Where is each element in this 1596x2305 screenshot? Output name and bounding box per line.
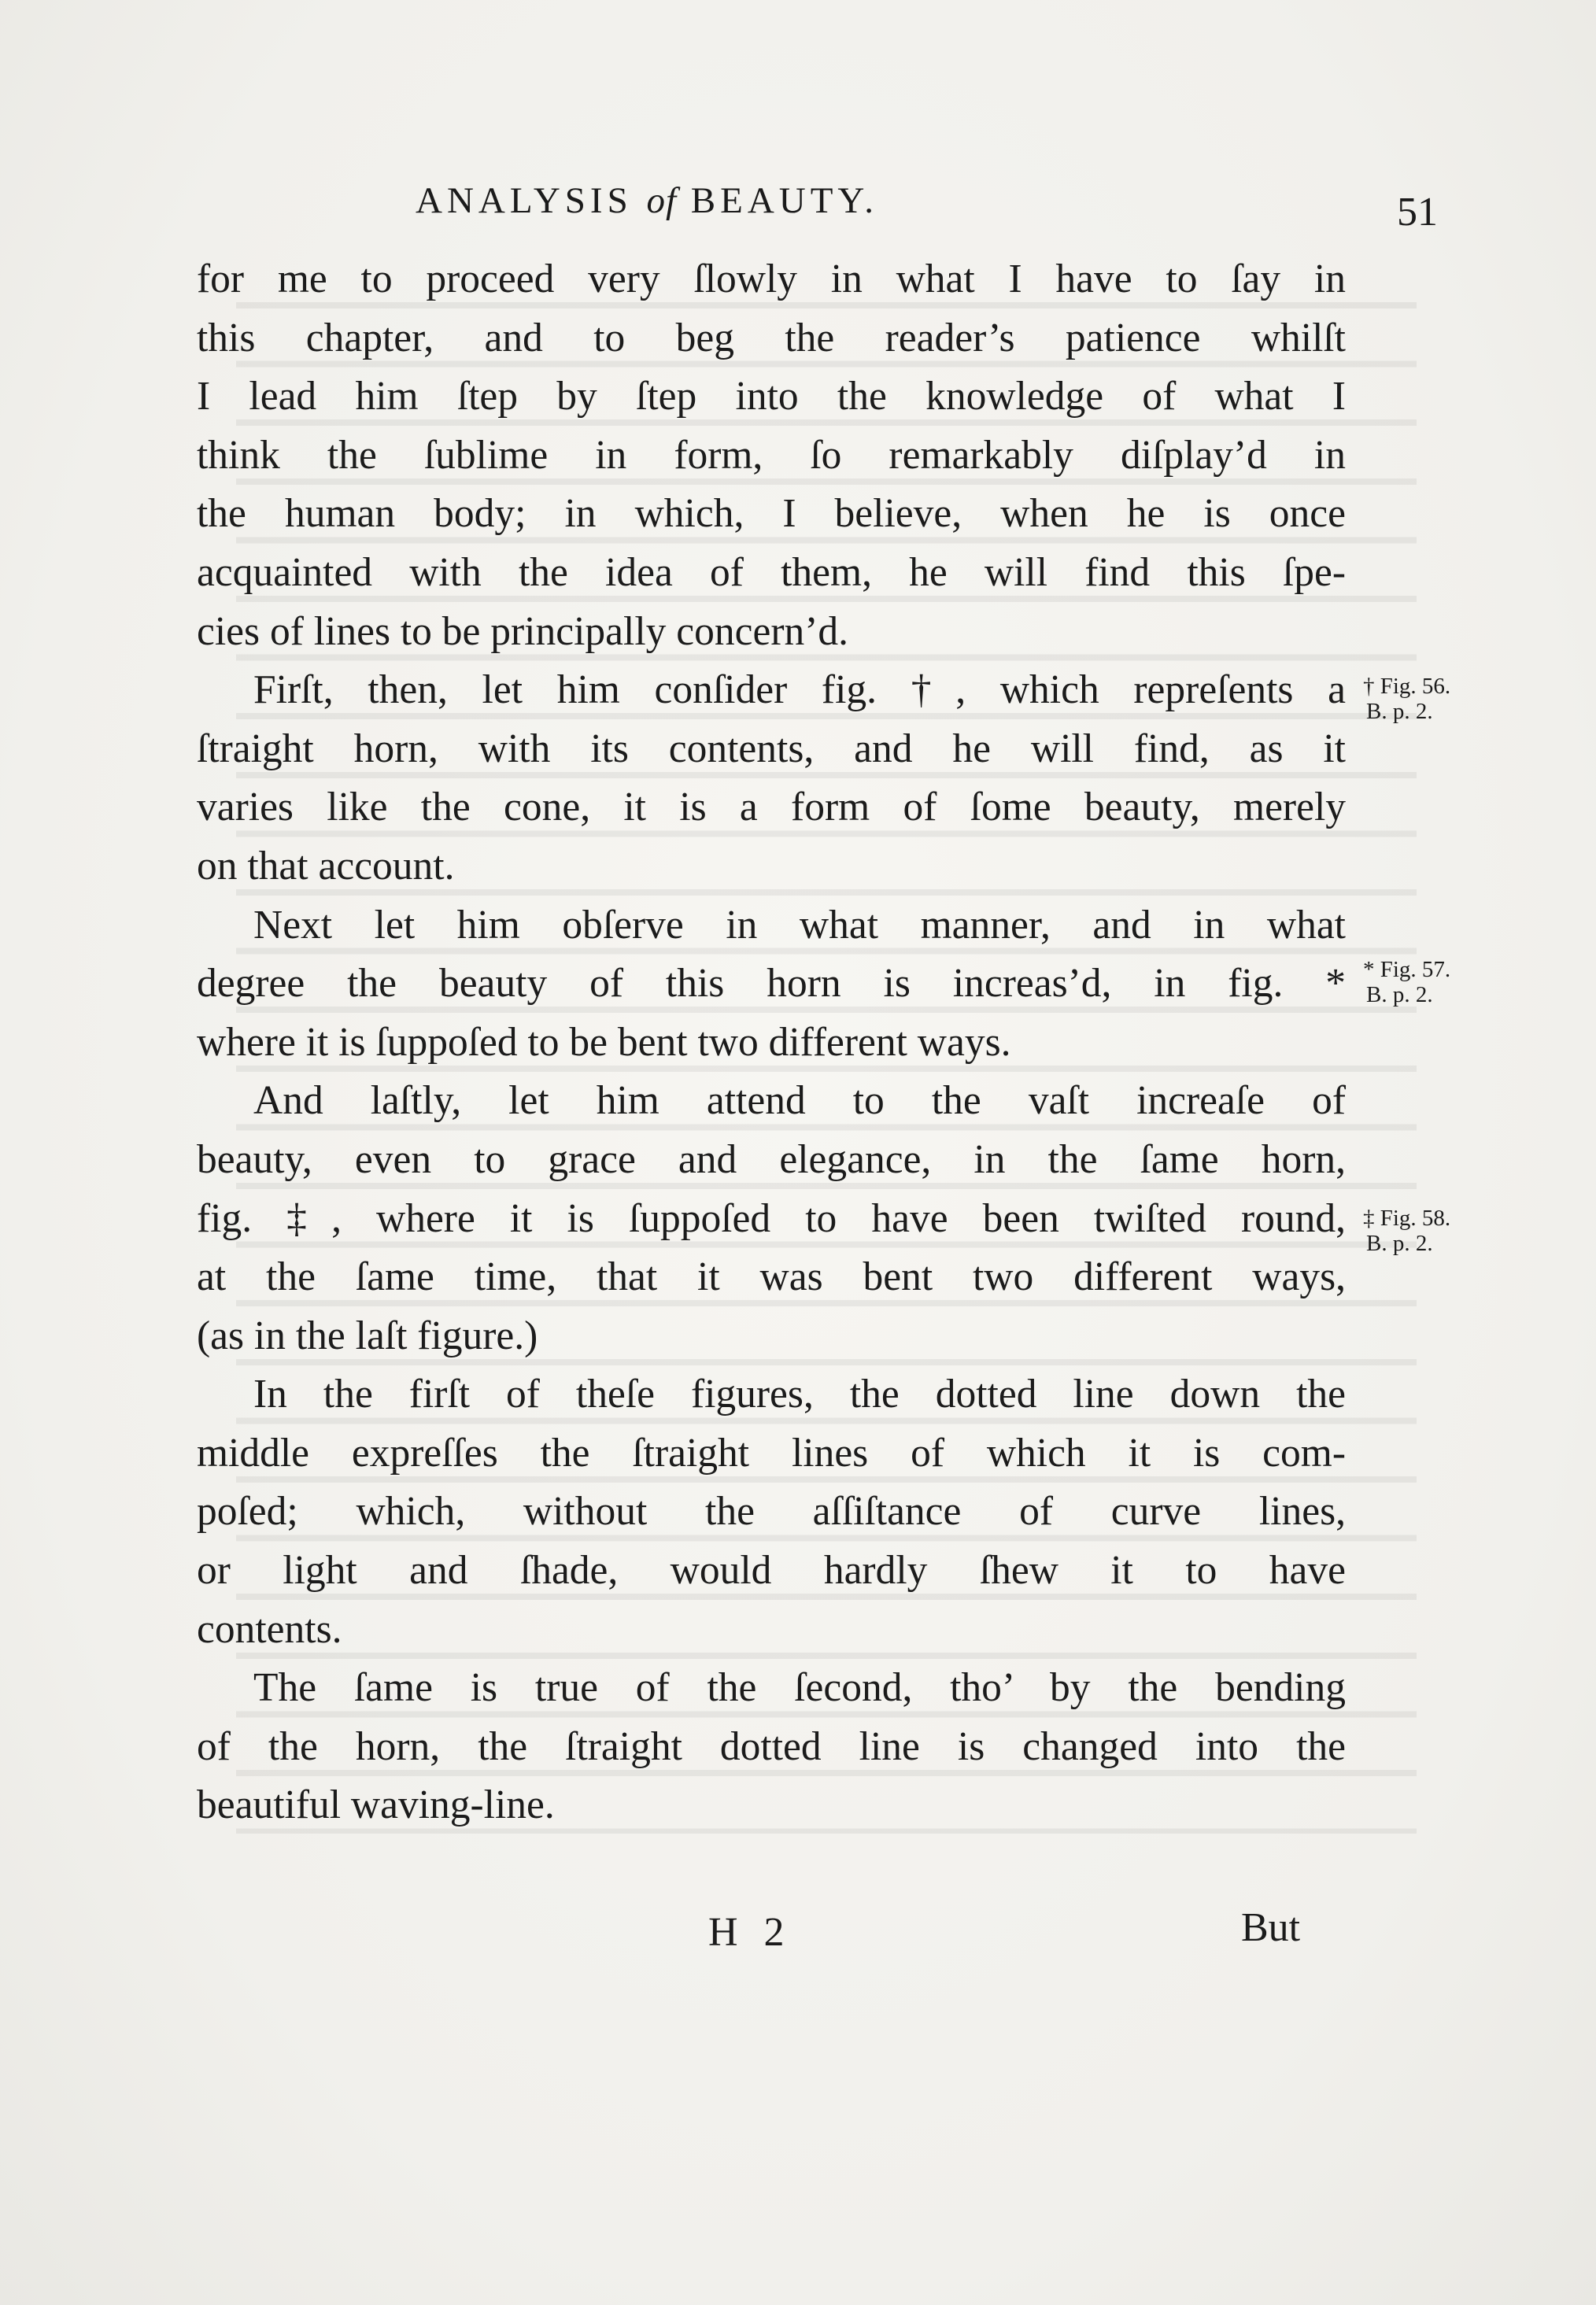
running-title-post: BEAUTY. — [677, 180, 879, 221]
text-line: Firſt, then, let him conſider fig. †, which repreſents a — [253, 667, 1346, 713]
text-line: or light and ſhade, would hardly ſhew it to have — [197, 1548, 1346, 1594]
text-line: Next let him obſerve in what manner, and in what — [253, 902, 1346, 947]
margin-note-figure: * Fig. 57. — [1363, 957, 1451, 982]
margin-note-figure: † Fig. 56. — [1363, 674, 1451, 699]
text-line: poſed; which, without the aſſiſtance of curve lines, — [197, 1489, 1346, 1535]
text-line: In the firſt of theſe figures, the dotted line down the — [253, 1372, 1346, 1417]
text-line: ſtraight horn, with its contents, and he will find, as it — [197, 726, 1346, 771]
text-line: degree the beauty of this horn is increas’d, in fig. * — [197, 961, 1346, 1007]
running-title-italic: of — [646, 180, 678, 221]
signature-mark: H 2 — [708, 1910, 792, 1955]
text-line: acquainted with the idea of them, he will find this ſpe- — [197, 549, 1346, 595]
text-line: where it is ſuppoſed to be bent two different ways. — [197, 1019, 1011, 1065]
text-line: this chapter, and to beg the reader’s patience whilſt — [197, 315, 1346, 360]
text-line: The ſame is true of the ſecond, tho’ by the bending — [253, 1665, 1346, 1711]
text-line: think the ſublime in form, ſo remarkably diſplay’d in — [197, 432, 1346, 478]
margin-note-fig-57 — [1363, 957, 1450, 1007]
page-number: 51 — [1397, 190, 1438, 235]
margin-note-figure: ‡ Fig. 58. — [1363, 1206, 1451, 1231]
body-text — [197, 250, 1346, 1835]
text-line: for me to proceed very ſlowly in what I have to ſay in — [197, 257, 1346, 301]
text-line: beautiful waving-line. — [197, 1782, 555, 1828]
margin-note-plate: B. p. 2. — [1366, 982, 1433, 1007]
text-line: beauty, even to grace and elegance, in the ſame horn, — [197, 1136, 1346, 1182]
text-line: fig. ‡, where it is ſuppoſed to have been twiſted round, — [197, 1195, 1346, 1241]
text-line: contents. — [197, 1606, 342, 1652]
text-line: cies of lines to be principally concern’d. — [197, 608, 848, 654]
margin-note-plate: B. p. 2. — [1366, 699, 1433, 724]
text-line: And laſtly, let him attend to the vaſt increaſe of — [253, 1078, 1346, 1124]
margin-note-plate: B. p. 2. — [1366, 1231, 1433, 1256]
running-title-pre: ANALYSIS — [416, 180, 647, 221]
margin-note-fig-58 — [1363, 1206, 1450, 1256]
text-line: on that account. — [197, 843, 455, 888]
text-line: of the horn, the ſtraight dotted line is changed into the — [197, 1723, 1346, 1769]
running-header — [0, 179, 1596, 235]
catchword: But — [1241, 1905, 1301, 1950]
margin-note-fig-56 — [1363, 674, 1450, 724]
running-title — [416, 179, 878, 222]
text-line: (as in the laſt figure.) — [197, 1313, 538, 1358]
text-line: middle expreſſes the ſtraight lines of which it is com- — [197, 1430, 1346, 1476]
page-footer — [0, 1904, 1596, 1960]
text-line: I lead him ſtep by ſtep into the knowledge of what I — [197, 374, 1346, 419]
text-line: varies like the cone, it is a form of ſome beauty, merely — [197, 785, 1346, 830]
text-line: at the ſame time, that it was bent two different ways, — [197, 1254, 1346, 1300]
text-line: the human body; in which, I believe, when he is once — [197, 491, 1346, 537]
